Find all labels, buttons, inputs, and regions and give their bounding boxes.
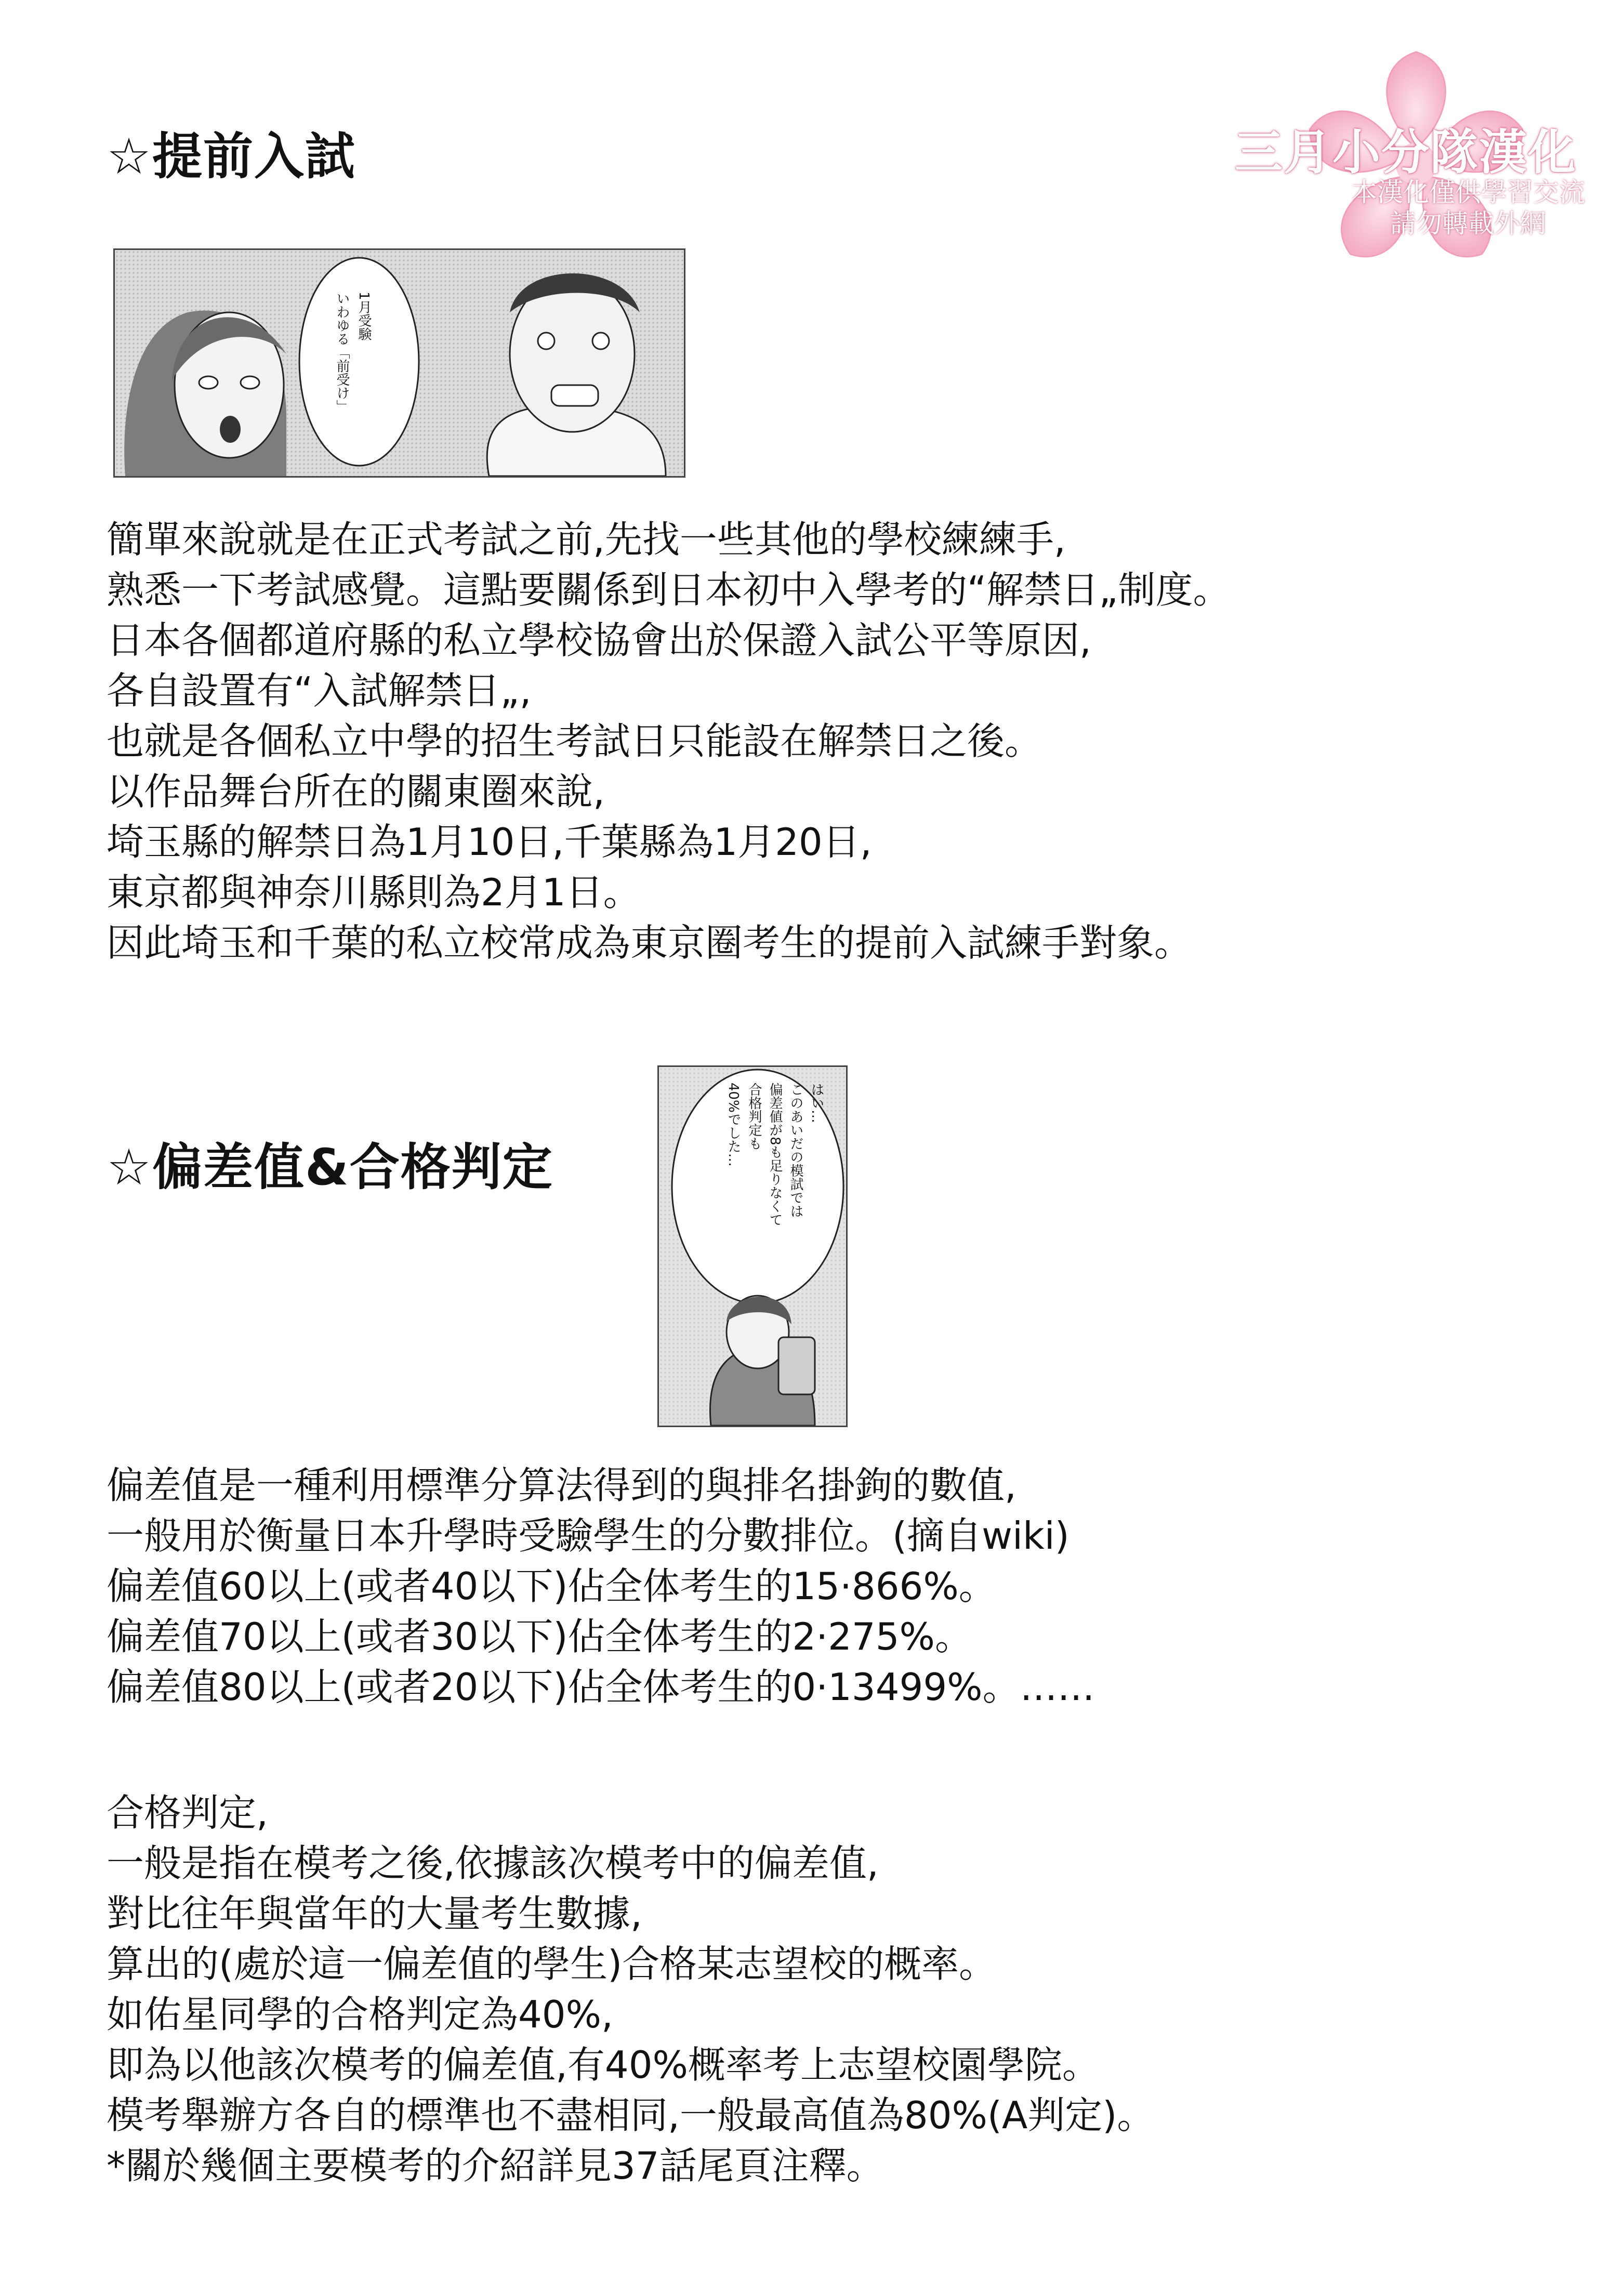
watermark-line-2: 請勿轉載外網	[1390, 208, 1546, 239]
bubble-line: 1月受験	[356, 292, 372, 341]
text-line: 如佑星同學的合格判定為40%,	[107, 1993, 613, 2036]
text-line: 模考舉辦方各自的標準也不盡相同,一般最高值為80%(A判定)。	[107, 2093, 1155, 2137]
manga-panel-deviation-value	[657, 1065, 848, 1427]
manga-panel-early-exam	[113, 248, 685, 478]
watermark-line-1: 本漢化僅供學習交流	[1351, 177, 1585, 207]
text-line: 偏差值是一種利用標準分算法得到的與排名掛鉤的數值,	[107, 1464, 1016, 1507]
bubble-line: 40%でした…	[725, 1083, 741, 1167]
text-line: 合格判定,	[107, 1791, 268, 1835]
manga-illustration	[115, 250, 684, 476]
text-line: 簡單來說就是在正式考試之前,先找一些其他的學校練練手,	[107, 518, 1066, 561]
watermark-logo	[1187, 44, 1614, 283]
text-line: 東京都與神奈川縣則為2月1日。	[107, 871, 641, 914]
paragraph-deviation-value	[107, 1460, 1095, 1712]
text-line: 對比往年與當年的大量考生數據,	[107, 1892, 642, 1935]
text-line: 埼玉縣的解禁日為1月10日,千葉縣為1月20日,	[107, 820, 872, 864]
text-line: 偏差值70以上(或者30以下)佔全体考生的2·275%。	[107, 1615, 972, 1658]
section-heading-early-exam: ☆提前入試	[107, 127, 357, 186]
text-line: 偏差值60以上(或者40以下)佔全体考生的15·866%。	[107, 1564, 996, 1608]
text-line: 算出的(處於這一偏差值的學生)合格某志望校的概率。	[107, 1942, 997, 1986]
bubble-line: このあいだの模試では	[788, 1083, 803, 1218]
bubble-line: 偏差値が8も足りなくて	[767, 1083, 783, 1227]
speech-bubble-text	[680, 1083, 825, 1290]
text-line: 即為以他該次模考的偏差值,有40%概率考上志望校園學院。	[107, 2043, 1100, 2087]
speech-bubble-text	[333, 292, 373, 437]
text-line: 熟悉一下考試感覺。這點要關係到日本初中入學考的“解禁日„制度。	[107, 568, 1231, 612]
paragraph-early-exam	[107, 515, 1231, 968]
text-line: 偏差值80以上(或者20以下)佔全体考生的0·13499%。……	[107, 1665, 1095, 1709]
watermark-title: 三月小分隊漢化	[1234, 124, 1577, 180]
text-line: 因此埼玉和千葉的私立校常成為東京圈考生的提前入試練手對象。	[107, 921, 1192, 965]
bubble-line: 合格判定も	[746, 1083, 762, 1150]
text-line: 也就是各個私立中學的招生考試日只能設在解禁日之後。	[107, 719, 1042, 763]
section-heading-deviation-value: ☆偏差值&合格判定	[107, 1138, 553, 1196]
text-line: *關於幾個主要模考的介紹詳見37話尾頁注釋。	[107, 2144, 884, 2187]
text-line: 一般是指在模考之後,依據該次模考中的偏差值,	[107, 1841, 879, 1885]
bubble-line: はい…	[809, 1083, 824, 1123]
text-line: 一般用於衡量日本升學時受驗學生的分數排位。(摘自wiki)	[107, 1514, 1070, 1558]
text-line: 以作品舞台所在的關東圈來說,	[107, 770, 605, 813]
text-line: 日本各個都道府縣的私立學校協會出於保證入試公平等原因,	[107, 618, 1091, 662]
bubble-line: いわゆる「前受け」	[334, 292, 350, 413]
text-line: 各自設置有“入試解禁日„,	[107, 669, 532, 713]
paragraph-pass-judgement	[107, 1788, 1154, 2191]
